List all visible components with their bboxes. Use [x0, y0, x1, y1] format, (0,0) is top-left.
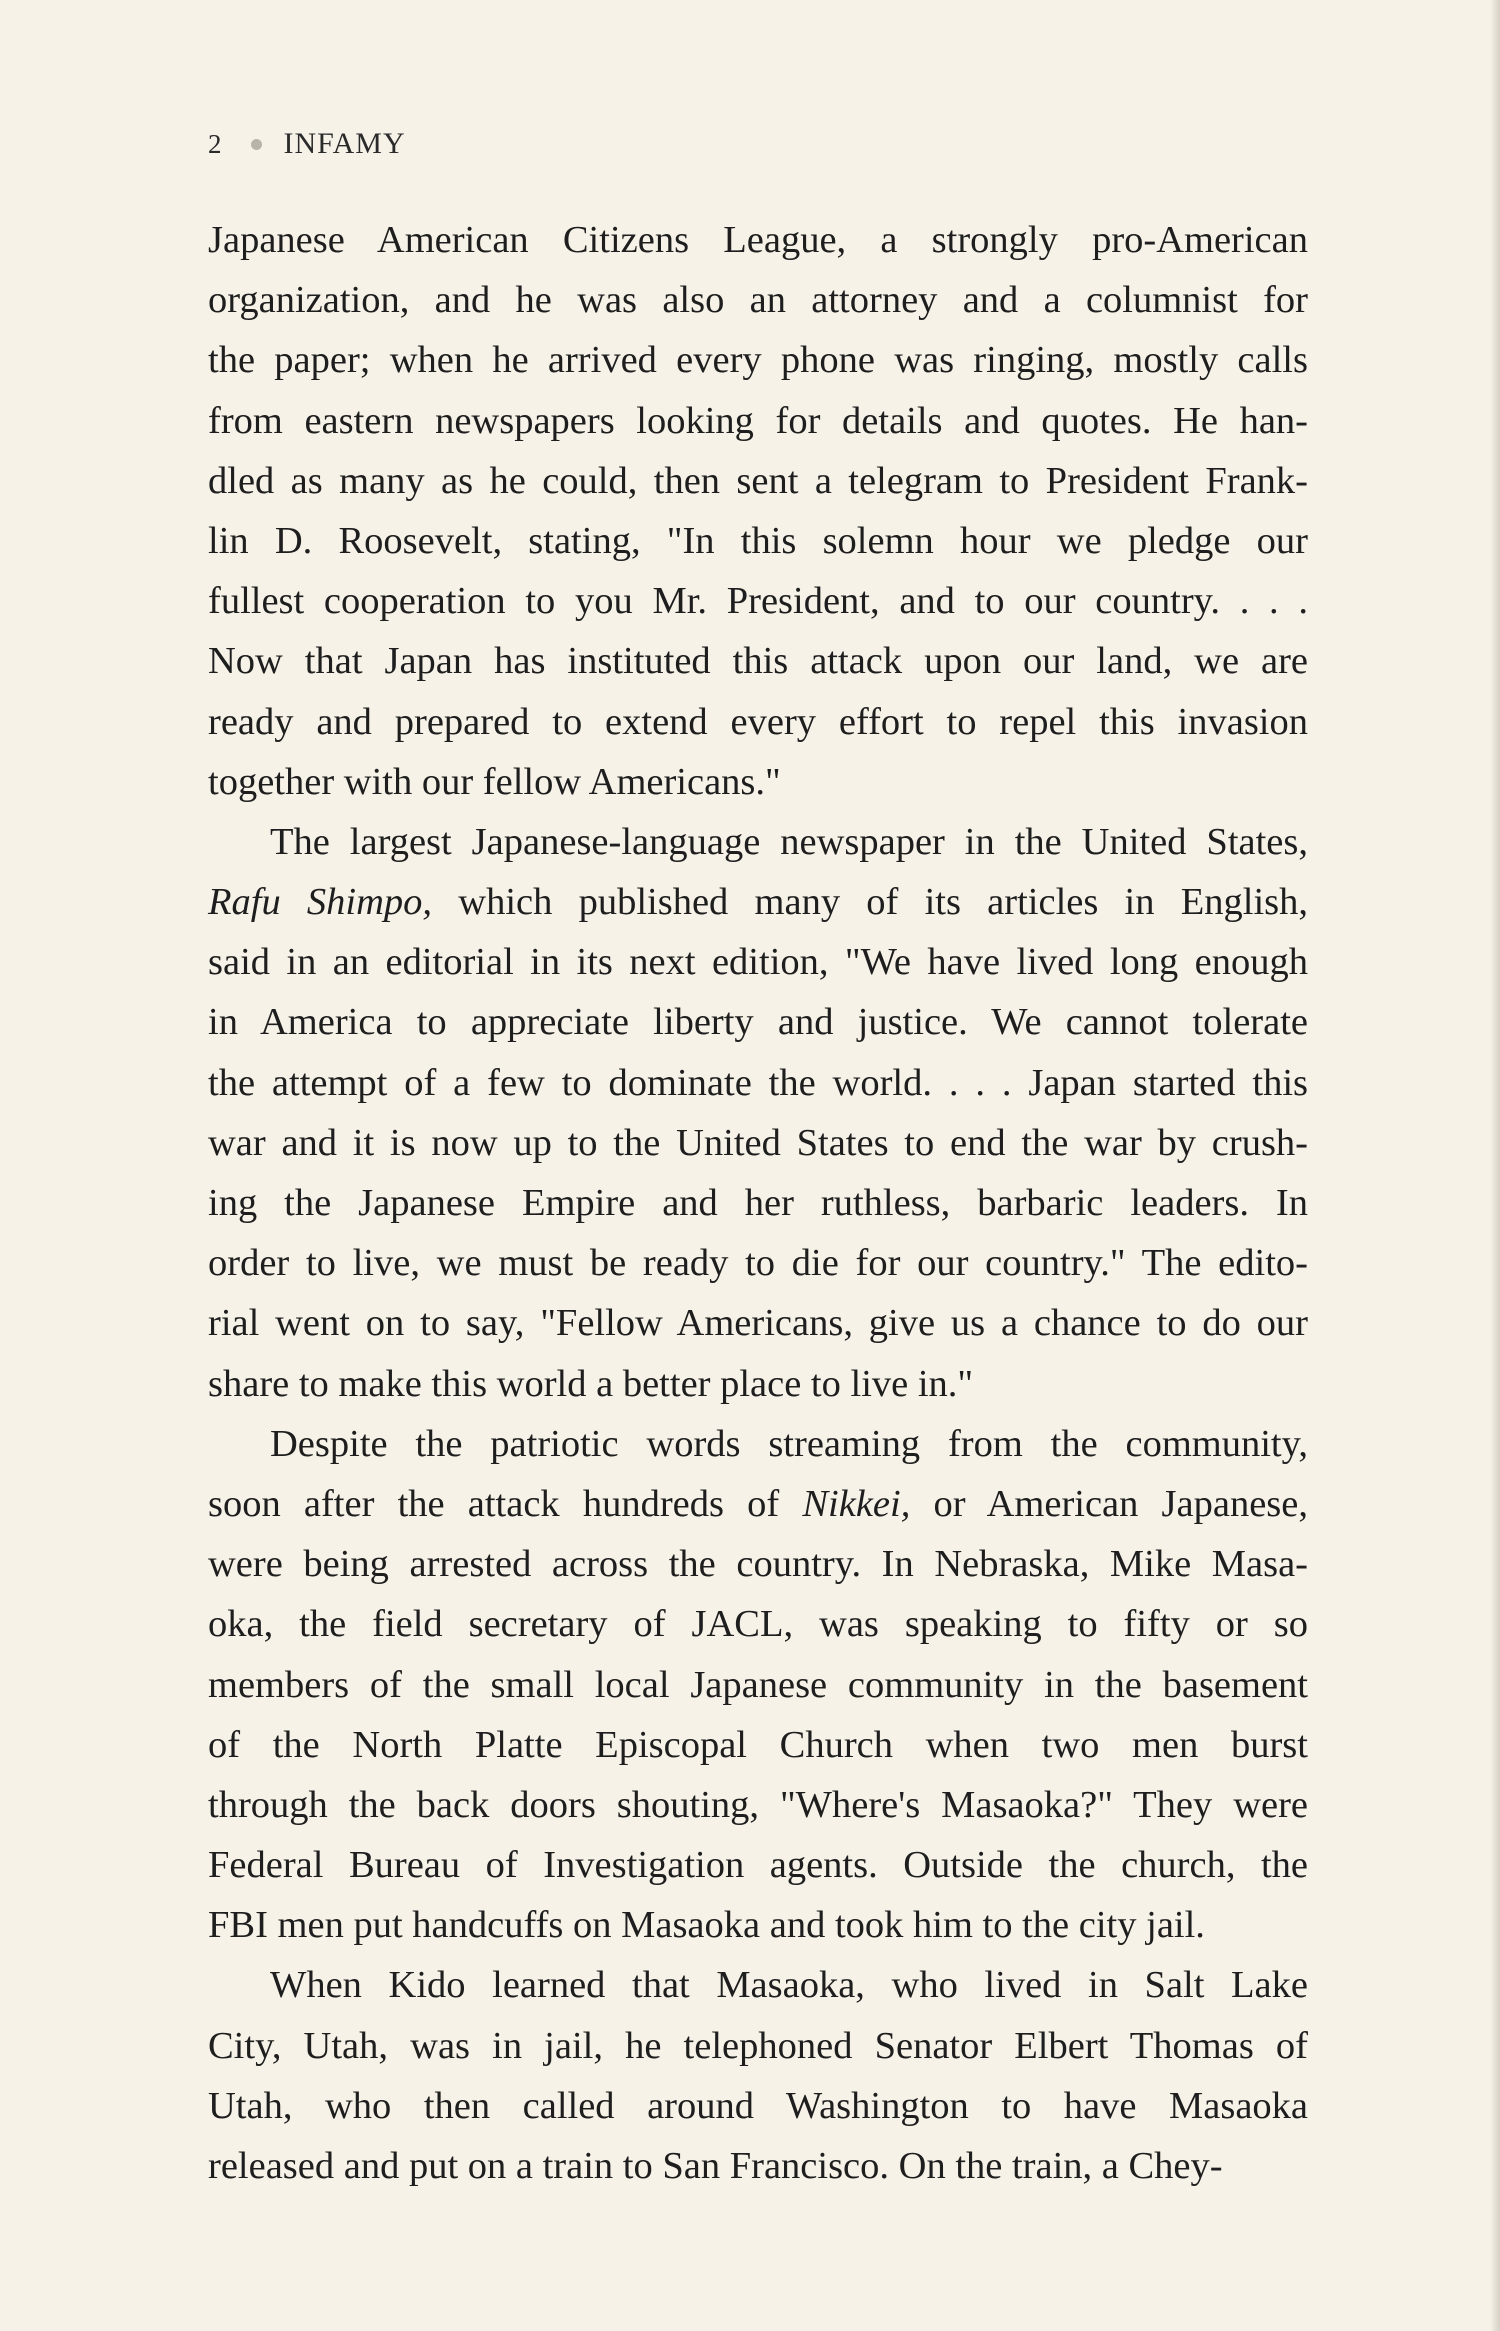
text-line: Utah, who then called around Washington to have Masaoka — [208, 2084, 1308, 2127]
text-line: from eastern newspapers looking for details and quotes. He han- — [208, 399, 1308, 442]
text-line: together with our fellow Americans." — [208, 760, 781, 803]
paragraph — [208, 1414, 1308, 1956]
italic-text: Rafu Shimpo, — [208, 881, 433, 924]
bullet-ornament-icon — [251, 139, 262, 150]
text-line: said in an editorial in its next edition, "We have lived long enough — [208, 941, 1308, 984]
body-text — [208, 210, 1308, 2196]
text-line: through the back doors shouting, "Where's Masaoka?" They were — [208, 1783, 1308, 1826]
text-line: members of the small local Japanese community in the basement — [208, 1663, 1308, 1706]
text-line: ready and prepared to extend every effort to repel this invasion — [208, 700, 1308, 743]
text-line: of the North Platte Episcopal Church when two men burst — [208, 1723, 1308, 1766]
text-segment: which published many of its articles in English, — [432, 881, 1308, 924]
text-line: ing the Japanese Empire and her ruthless, barbaric leaders. In — [208, 1182, 1308, 1224]
text-line: Japanese American Citizens League, a strongly pro-American — [208, 219, 1308, 261]
text-line: Now that Japan has instituted this attack upon our land, we are — [208, 640, 1308, 683]
text-segment: or American Japanese, — [910, 1482, 1308, 1525]
text-line: the paper; when he arrived every phone was ringing, mostly calls — [208, 339, 1308, 382]
text-line: When Kido learned that Masaoka, who lived in Salt Lake — [270, 1964, 1308, 2007]
text-line — [208, 872, 1308, 932]
text-line: The largest Japanese-language newspaper in the United States, — [270, 820, 1308, 863]
text-line: the attempt of a few to dominate the world. . . . Japan started this — [208, 1061, 1308, 1104]
text-line: share to make this world a better place to live in." — [208, 1362, 974, 1405]
text-line: oka, the field secretary of JACL, was speaking to fifty or so — [208, 1603, 1308, 1646]
text-line — [208, 1474, 1308, 1534]
text-line: were being arrested across the country. In Nebraska, Mike Masa- — [208, 1543, 1308, 1586]
text-line: City, Utah, was in jail, he telephoned Senator Elbert Thomas of — [208, 2024, 1308, 2067]
text-line: FBI men put handcuffs on Masaoka and took him to the city jail. — [208, 1904, 1205, 1947]
paragraph — [208, 210, 1308, 812]
page-edge-shadow — [1490, 0, 1500, 2331]
paragraph — [208, 812, 1308, 1414]
text-line: war and it is now up to the United States to end the war by crush- — [208, 1121, 1308, 1164]
running-header — [208, 124, 406, 164]
text-line: dled as many as he could, then sent a telegram to President Frank- — [208, 459, 1308, 502]
italic-text: Nikkei, — [802, 1482, 911, 1525]
text-line: rial went on to say, "Fellow Americans, give us a chance to do our — [208, 1302, 1308, 1345]
text-line: organization, and he was also an attorney and a columnist for — [208, 279, 1308, 322]
text-segment: soon after the attack hundreds of — [208, 1482, 803, 1525]
text-line: released and put on a train to San Francisco. On the train, a Chey- — [208, 2145, 1223, 2187]
text-line: Despite the patriotic words streaming from the community, — [270, 1422, 1308, 1465]
text-line: fullest cooperation to you Mr. President, and to our country. . . . — [208, 580, 1308, 623]
text-line: in America to appreciate liberty and justice. We cannot tolerate — [208, 1001, 1308, 1044]
text-line: Federal Bureau of Investigation agents. Outside the church, the — [208, 1844, 1308, 1887]
page-number: 2 — [208, 128, 223, 159]
text-line: lin D. Roosevelt, stating, "In this solemn hour we pledge our — [208, 519, 1308, 562]
running-title: INFAMY — [283, 127, 406, 160]
paragraph — [208, 1955, 1308, 2196]
text-line: order to live, we must be ready to die for our country." The edito- — [208, 1242, 1308, 1285]
